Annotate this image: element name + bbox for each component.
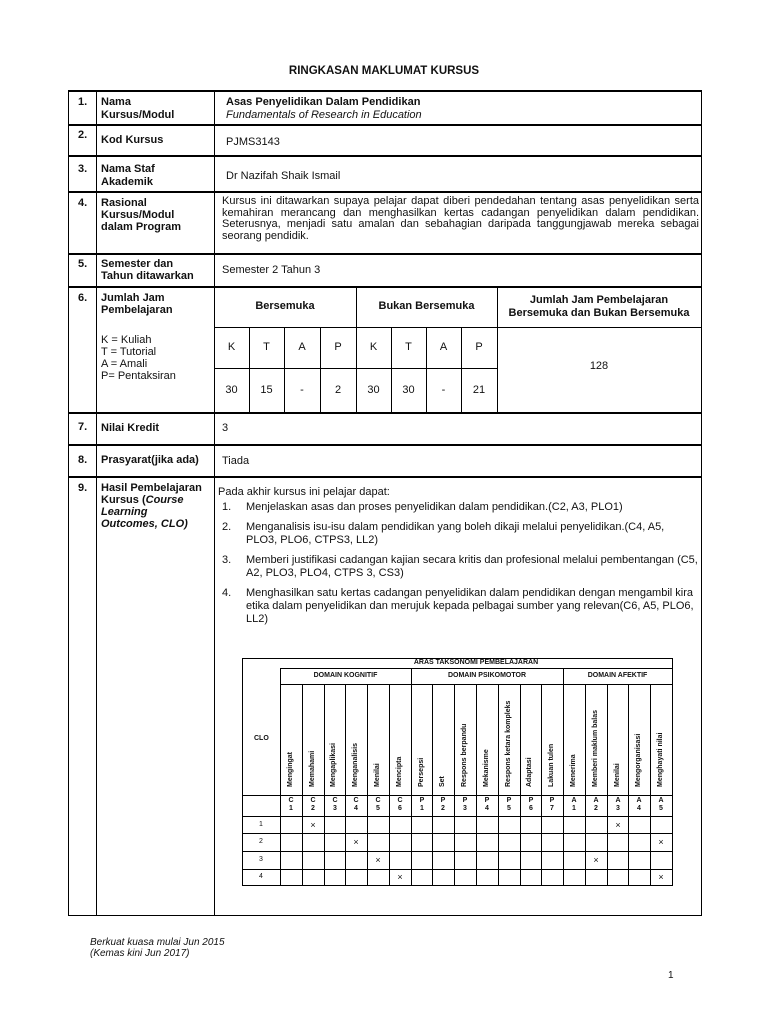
row-number: 9. <box>78 482 88 494</box>
legend-item: P= Pentaksiran <box>101 370 176 382</box>
level-number: 3 <box>333 805 337 812</box>
row-label: Learning <box>101 506 148 518</box>
level-label: Memahami <box>309 750 316 787</box>
level-number: 2 <box>311 805 315 812</box>
level-label: Set <box>439 776 446 787</box>
hour-code: K <box>227 341 236 353</box>
header-total-hours: Bersemuka dan Bukan Bersemuka <box>508 307 690 319</box>
header-bukan-bersemuka: Bukan Bersemuka <box>378 300 475 312</box>
row-number: 5. <box>78 258 88 270</box>
level-code: A <box>636 797 642 804</box>
header-bersemuka: Bersemuka <box>255 300 315 312</box>
domain-header: DOMAIN AFEKTIF <box>587 672 648 679</box>
row-number: 4. <box>78 197 88 209</box>
hour-code: P <box>334 341 342 353</box>
row-label: dalam Program <box>101 221 182 233</box>
row-number: 8. <box>78 454 88 466</box>
hour-value: 30 <box>225 384 238 396</box>
level-number: 4 <box>485 805 489 812</box>
hour-value: - <box>300 384 304 396</box>
hour-code: T <box>263 341 270 353</box>
level-code: C <box>288 797 294 804</box>
level-code: C <box>353 797 359 804</box>
level-label: Respons berpandu <box>461 723 468 787</box>
credit-value: 3 <box>222 422 229 434</box>
level-label: Persepsi <box>418 757 425 787</box>
taxonomy-mark: × <box>658 837 664 847</box>
level-code: A <box>658 797 664 804</box>
row-label: Kursus (Course <box>101 494 184 506</box>
clo-row-number: 2 <box>259 838 263 845</box>
taxonomy-mark: × <box>593 855 599 865</box>
hour-value: 2 <box>334 384 342 396</box>
taxonomy-mark: × <box>658 872 664 882</box>
level-number: 6 <box>398 805 402 812</box>
footer-updated-date: (Kemas kini Jun 2017) <box>90 948 190 959</box>
level-number: 4 <box>637 805 641 812</box>
level-label: Memberi maklum balas <box>592 709 599 787</box>
page-title: RINGKASAN MAKLUMAT KURSUS <box>288 65 480 77</box>
semester-value: Semester 2 Tahun 3 <box>222 264 321 276</box>
level-number: 1 <box>420 805 424 812</box>
level-label: Mengingat <box>287 752 294 787</box>
level-code: P <box>440 797 446 804</box>
taxonomy-mark: × <box>353 837 359 847</box>
hour-value: - <box>441 384 446 396</box>
level-code: C <box>332 797 338 804</box>
level-label: Respons ketara kompleks <box>505 700 512 787</box>
level-label: Mengaplikasi <box>330 743 337 787</box>
level-label: Menghayati nilai <box>657 732 664 787</box>
level-code: C <box>397 797 403 804</box>
level-label: Adaptasi <box>526 757 533 787</box>
level-number: 2 <box>594 805 598 812</box>
level-number: 4 <box>354 805 358 812</box>
level-number: 6 <box>529 805 533 812</box>
clo-item: 4. Menghasilkan satu kertas cadangan penyelidikan dalam pendidikan dengan mengambil kira etika dalam penyelidikan dan merujuk kepada pelbagai sumber yang relevan(C6, A5, PLO6, LL2) <box>222 587 694 625</box>
level-code: P <box>528 797 534 804</box>
row-label: Jumlah Jam <box>101 292 165 304</box>
level-number: 1 <box>572 805 576 812</box>
row-label: Hasil Pembelajaran <box>101 482 202 494</box>
hour-value: 15 <box>260 384 273 396</box>
header-total-hours: Jumlah Jam Pembelajaran <box>529 294 669 306</box>
level-number: 5 <box>507 805 511 812</box>
level-number: 5 <box>376 805 380 812</box>
level-code: P <box>462 797 468 804</box>
level-label: Menilai <box>374 763 381 787</box>
hour-value: 21 <box>472 384 486 396</box>
row-label: Tahun ditawarkan <box>101 270 194 282</box>
level-code: C <box>310 797 316 804</box>
level-code: A <box>571 797 577 804</box>
level-code: C <box>375 797 381 804</box>
level-code: A <box>593 797 599 804</box>
academic-staff: Dr Nazifah Shaik Ismail <box>226 170 341 182</box>
row-label: Nama Staf <box>101 163 155 175</box>
row-label: Rasional <box>101 197 147 209</box>
clo-intro: Pada akhir kursus ini pelajar dapat: <box>218 486 390 498</box>
legend-item: A = Amali <box>101 358 148 370</box>
hour-code: T <box>405 341 412 353</box>
course-name-english: Fundamentals of Research in Education <box>226 109 422 121</box>
level-number: 1 <box>289 805 293 812</box>
course-code: PJMS3143 <box>226 136 280 148</box>
level-code: P <box>419 797 425 804</box>
clo-row-number: 4 <box>259 873 263 880</box>
hour-value: 30 <box>367 384 380 396</box>
taxonomy-mark: × <box>375 855 381 865</box>
domain-header: DOMAIN PSIKOMOTOR <box>447 672 527 679</box>
taxonomy-title: ARAS TAKSONOMI PEMBELAJARAN <box>413 659 539 666</box>
prerequisite-value: Tiada <box>222 455 250 467</box>
row-label: Prasyarat(jika ada) <box>101 454 199 466</box>
level-number: 3 <box>463 805 467 812</box>
taxonomy-mark: × <box>397 872 403 882</box>
row-label: Kursus/Modul <box>101 109 175 121</box>
clo-row-number: 3 <box>259 856 263 863</box>
level-code: P <box>484 797 490 804</box>
row-label: Kod Kursus <box>101 134 164 146</box>
hour-code: P <box>475 341 483 353</box>
taxonomy-mark: × <box>615 820 621 830</box>
hour-value: 30 <box>402 384 415 396</box>
level-label: Mekanisme <box>483 749 490 787</box>
row-label: Nilai Kredit <box>101 422 160 434</box>
level-label: Mencipta <box>396 756 403 787</box>
footer-effective-date: Berkuat kuasa mulai Jun 2015 <box>90 937 225 948</box>
level-number: 3 <box>616 805 620 812</box>
level-label: Lakuan tulen <box>548 743 555 787</box>
level-code: P <box>549 797 555 804</box>
total-hours-value: 128 <box>589 360 609 372</box>
level-number: 2 <box>441 805 445 812</box>
row-label: Kursus/Modul <box>101 209 175 221</box>
course-name: Asas Penyelidikan Dalam Pendidikan <box>226 96 421 108</box>
row-label: Outcomes, CLO) <box>101 518 188 530</box>
page-number: 1 <box>668 970 674 981</box>
level-label: Menganalisis <box>352 743 359 787</box>
level-number: 5 <box>659 805 663 812</box>
hour-code: A <box>298 341 306 353</box>
level-code: P <box>506 797 512 804</box>
domain-header: DOMAIN KOGNITIF <box>313 672 378 679</box>
row-label: Akademik <box>101 176 153 188</box>
hour-code: K <box>369 341 378 353</box>
clo-item: 3. Memberi justifikasi cadangan kajian secara kritis dan profesional melalui pembentangan (C5, A2, PLO3, PLO4, CTPS 3, CS3) <box>222 554 698 579</box>
row-label: Pembelajaran <box>101 304 173 316</box>
hour-code: A <box>439 341 448 353</box>
level-label: Menerima <box>570 754 577 787</box>
level-label: Mengorganisasi <box>635 733 642 787</box>
taxonomy-mark: × <box>310 820 316 830</box>
course-rationale: Kursus ini ditawarkan supaya pelajar dapat diberi pendedahan tentang asas penyelidikan serta kemahiran merancang dan menghasilkan kertas cadangan penyelidikan dalam pendidikan. Seterusnya, menjadi satu amalan dan sebahagian daripada tanggungjawab mereka sebagai seorang pendidik. <box>222 195 699 242</box>
row-number: 1. <box>78 96 88 108</box>
level-number: 7 <box>550 805 554 812</box>
row-number: 6. <box>78 292 88 304</box>
row-label: Nama <box>101 96 131 108</box>
clo-row-number: 1 <box>259 821 263 828</box>
row-number: 2. <box>78 129 88 141</box>
level-code: A <box>615 797 621 804</box>
clo-item: 1. Menjelaskan asas dan proses penyelidikan dalam pendidikan.(C2, A3, PLO1) <box>222 501 623 513</box>
legend-item: K = Kuliah <box>101 334 152 346</box>
row-number: 7. <box>78 421 88 433</box>
level-label: Menilai <box>614 763 621 787</box>
row-number: 3. <box>78 163 88 175</box>
clo-item: 2. Menganalisis isu-isu dalam pendidikan yang boleh dikaji melalui penyelidikan.(C4, A5, PLO3, PLO6, CTPS3, LL2) <box>222 521 665 546</box>
row-label: Semester dan <box>101 258 174 270</box>
clo-header: CLO <box>254 735 269 742</box>
legend-item: T = Tutorial <box>101 346 157 358</box>
